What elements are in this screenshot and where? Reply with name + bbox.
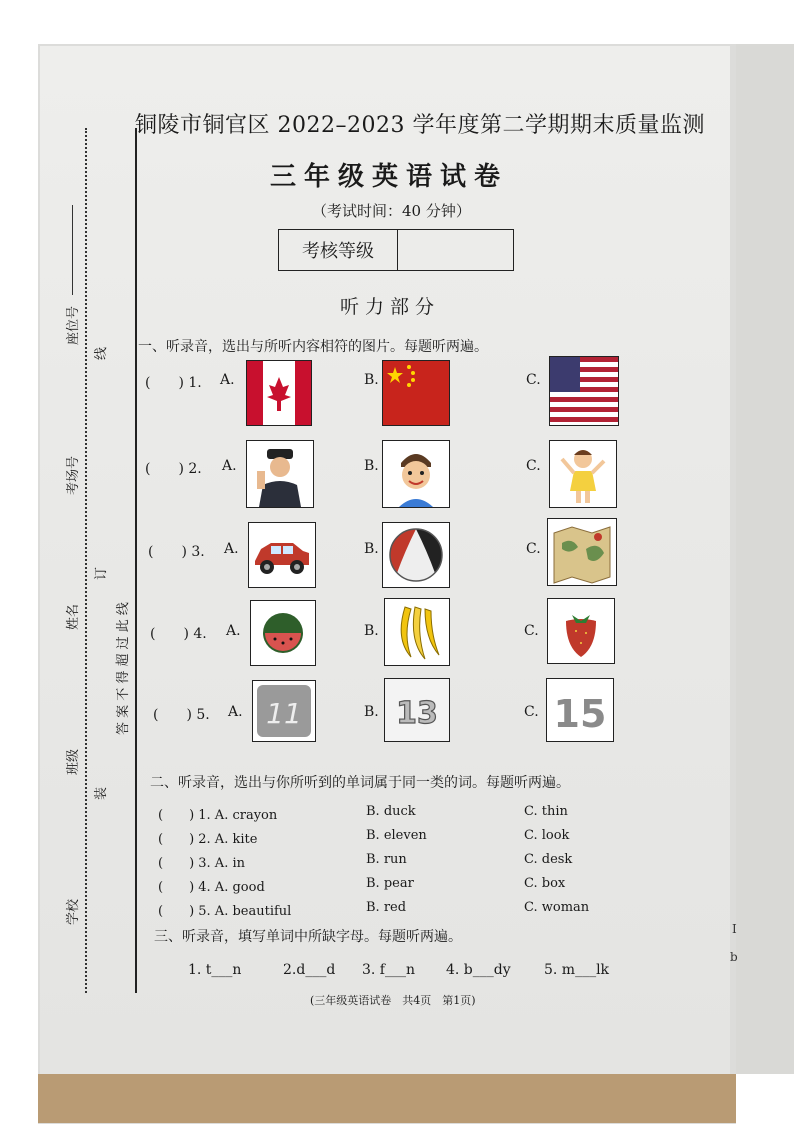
grade-label: 考核等级 — [279, 230, 398, 270]
girl-waving-icon[interactable] — [549, 440, 617, 508]
bananas-icon[interactable] — [384, 598, 450, 666]
xian-label: 线 — [94, 346, 109, 360]
fill-blank-item[interactable]: 5. m___lk — [544, 962, 610, 978]
option-b-label: B. — [364, 704, 379, 720]
option-c-label: C. — [524, 704, 539, 720]
part2-option-a: ( ) 4. A. good — [158, 880, 265, 895]
number-15-text: 15 — [553, 692, 607, 736]
part2-option-b: B. red — [366, 900, 407, 915]
question-number: ( ) 5. — [153, 707, 210, 723]
canada-flag-icon[interactable] — [246, 360, 312, 426]
grade-box — [278, 229, 514, 271]
car-icon[interactable] — [248, 522, 316, 588]
part2-option-a: ( ) 1. A. crayon — [158, 808, 278, 823]
option-b-label: B. — [364, 458, 379, 474]
number-11-icon[interactable] — [252, 680, 316, 742]
fill-blank-item[interactable]: 4. b___dy — [446, 962, 511, 978]
usa-flag-icon[interactable] — [549, 356, 619, 426]
option-b-label: B. — [364, 541, 379, 557]
part2-option-c: C. look — [524, 828, 570, 843]
side-letter: I — [732, 922, 737, 936]
part2-option-b: B. duck — [366, 804, 416, 819]
ding-label: 订 — [94, 566, 109, 580]
option-b-label: B. — [364, 623, 379, 639]
option-b-label: B. — [364, 372, 379, 388]
binding-dotted-line — [85, 128, 87, 993]
binding-warning: 答 案 不 得 超 过 此 线 — [116, 602, 131, 735]
part2-option-b: B. eleven — [366, 828, 427, 843]
room-number-label: 考场号 — [66, 455, 81, 495]
name-label: 姓名 — [66, 603, 81, 630]
binding-solid-line — [135, 128, 137, 993]
school-label: 学校 — [66, 898, 81, 925]
number-13-text: 13 — [396, 696, 438, 731]
part2-option-a: ( ) 3. A. in — [158, 856, 245, 871]
exam-title: 铜陵市铜官区 2022–2023 学年度第二学期期末质量监测 — [135, 113, 705, 138]
option-a-label: A. — [222, 458, 237, 474]
question-number: ( ) 4. — [150, 626, 207, 642]
part2-option-b: B. pear — [366, 876, 414, 891]
part3-instruction: 三、听录音，填写单词中所缺字母。每题听两遍。 — [154, 929, 462, 945]
part2-option-a: ( ) 5. A. beautiful — [158, 904, 292, 919]
option-c-label: C. — [526, 458, 541, 474]
class-label: 班级 — [66, 748, 81, 775]
fill-blank-item[interactable]: 3. f___n — [362, 962, 416, 978]
part2-option-c: C. desk — [524, 852, 573, 867]
question-number: ( ) 3. — [148, 544, 205, 560]
question-number: ( ) 2. — [145, 461, 202, 477]
number-11-text: 11 — [266, 697, 302, 730]
boy-face-icon[interactable] — [382, 440, 450, 508]
part2-option-c: C. box — [524, 876, 566, 891]
china-flag-icon[interactable] — [382, 360, 450, 426]
adjacent-page-edge — [736, 44, 794, 1074]
beach-ball-icon[interactable] — [382, 522, 450, 588]
part2-instruction: 二、听录音，选出与你所听到的单词属于同一类的词。每题听两遍。 — [150, 775, 570, 791]
number-13-icon[interactable] — [384, 678, 450, 742]
exam-subtitle: 三年级英语试卷 — [270, 162, 509, 192]
fill-blank-item[interactable]: 1. t___n — [188, 962, 242, 978]
map-icon[interactable] — [547, 518, 617, 586]
number-15-icon[interactable] — [546, 678, 614, 742]
option-a-label: A. — [220, 372, 235, 388]
page-footer: (三年级英语试卷 共4页 第1页) — [310, 994, 476, 1007]
zhuang-label: 装 — [94, 786, 109, 800]
option-c-label: C. — [526, 372, 541, 388]
option-c-label: C. — [524, 623, 539, 639]
strawberry-icon[interactable] — [547, 598, 615, 664]
side-letter: b — [730, 950, 738, 964]
exam-time: （考试时间：40 分钟） — [312, 202, 471, 220]
listening-section-title: 听力部分 — [340, 296, 441, 318]
part2-option-b: B. run — [366, 852, 407, 867]
question-number: ( ) 1. — [145, 375, 202, 391]
part2-option-c: C. thin — [524, 804, 568, 819]
part1-instruction: 一、听录音，选出与所听内容相符的图片。每题听两遍。 — [138, 339, 488, 355]
fill-blank-item[interactable]: 2.d___d — [283, 962, 336, 978]
option-a-label: A. — [226, 623, 241, 639]
option-a-label: A. — [228, 704, 243, 720]
part2-option-a: ( ) 2. A. kite — [158, 832, 258, 847]
option-c-label: C. — [526, 541, 541, 557]
watermelon-icon[interactable] — [250, 600, 316, 666]
seat-number-label: 座位号 — [66, 305, 81, 345]
part2-option-c: C. woman — [524, 900, 590, 915]
police-officer-icon[interactable] — [246, 440, 314, 508]
option-a-label: A. — [224, 541, 239, 557]
table-surface — [38, 1074, 736, 1123]
